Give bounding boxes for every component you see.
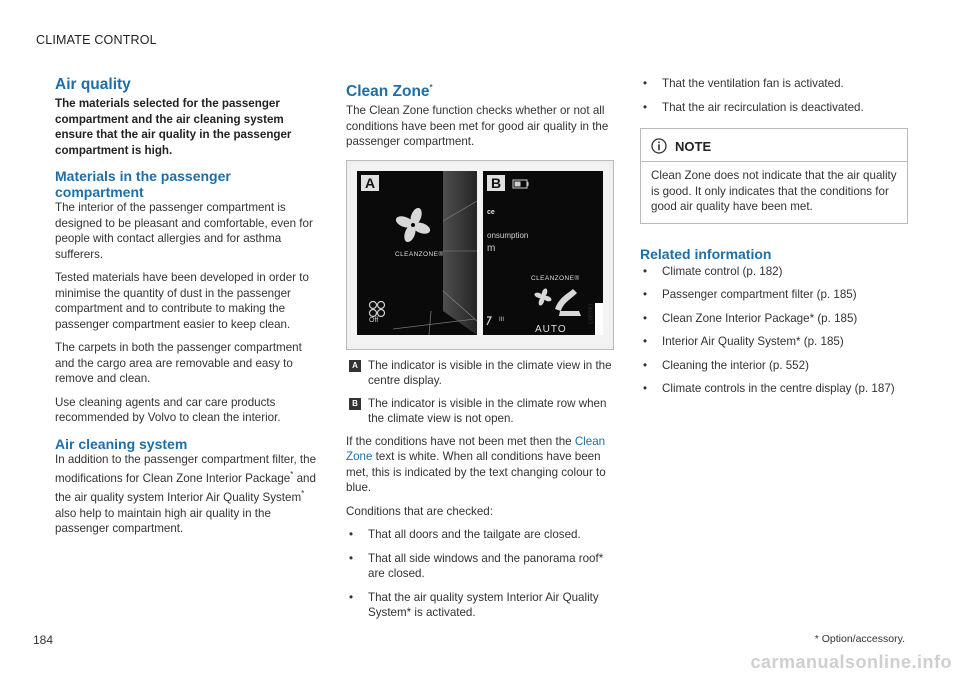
- heading-related-information: Related information: [640, 245, 772, 262]
- legend-a: A The indicator is visible in the climate view in the centre display.: [346, 358, 616, 389]
- intro-clean-zone: The Clean Zone function checks whether or not all conditions have been met for good air quality in the passenger compartment.: [346, 104, 609, 149]
- related-link[interactable]: • Climate controls in the centre display (p. 187): [640, 381, 908, 397]
- legend-badge-b: B: [349, 398, 361, 410]
- display-b: [483, 171, 603, 335]
- related-link[interactable]: • Interior Air Quality System* (p. 185): [640, 334, 908, 350]
- related-link[interactable]: • Passenger compartment filter (p. 185): [640, 287, 908, 303]
- materials-paragraph-1: The interior of the passenger compartment is designed to be pleasant and comfortable, even for people with contact allergies and for asthma sufferers.: [55, 201, 313, 261]
- partial-text-3: m: [487, 242, 496, 254]
- page-number: 184: [33, 633, 54, 647]
- column-continued: [640, 76, 908, 405]
- materials-paragraph-3: The carpets in both the passenger compartment and the cargo area are removable and easy to remove and clean.: [55, 341, 302, 385]
- materials-paragraph-4: Use cleaning agents and car care products recommended by Volvo to clean the interior.: [55, 395, 281, 424]
- off-label: Off: [369, 316, 379, 324]
- legend-badge-a: A: [349, 360, 361, 372]
- option-accessory-note: * Option/accessory.: [814, 633, 905, 645]
- materials-paragraph-2: Tested materials have been developed in order to minimise the quantity of dust in the passenger compartment and to contribute to making the passenger compartment easier to keep clean.: [55, 271, 309, 331]
- partial-text-1: ce: [487, 208, 495, 216]
- illustration-svg: [347, 161, 613, 349]
- list-item: • That all side windows and the panorama roof* are closed.: [346, 551, 616, 582]
- label-a: A: [361, 175, 379, 191]
- heading-materials: Materials in the passenger compartment: [55, 168, 231, 200]
- conditions-intro: Conditions that are checked:: [346, 504, 493, 518]
- column-clean-zone: [346, 79, 616, 629]
- legend-b: B The indicator is visible in the climate row when the climate view is not open.: [346, 396, 616, 427]
- related-link[interactable]: • Climate control (p. 182): [640, 264, 908, 280]
- related-link[interactable]: • Clean Zone Interior Package* (p. 185): [640, 311, 908, 327]
- related-link[interactable]: • Cleaning the interior (p. 552): [640, 358, 908, 374]
- heading-air-quality: Air quality: [55, 76, 131, 93]
- cleanzone-label-a: CLEANZONE®: [395, 250, 444, 258]
- label-b: B: [487, 175, 505, 191]
- list-item: • That the air recirculation is deactivated.: [640, 100, 908, 116]
- heading-clean-zone: Clean Zone*: [346, 83, 433, 101]
- conditions-list-continued: [640, 76, 908, 115]
- info-icon: [651, 138, 667, 154]
- watermark: carmanualsonline.info: [750, 652, 952, 672]
- list-item: • That all doors and the tailgate are closed.: [346, 527, 616, 543]
- air-cleaning-paragraph: In addition to the passenger compartment filter, the modifications for Clean Zone Interior Package* and the air quality system Interior Air Quality System* also help to maintain high air quality in the passenger compartment.: [55, 452, 317, 536]
- clean-zone-illustration: [346, 160, 614, 350]
- column-air-quality: [55, 76, 323, 545]
- list-item: • That the ventilation fan is activated.: [640, 76, 908, 92]
- auto-label: AUTO: [535, 323, 567, 335]
- note-title: NOTE: [675, 138, 712, 154]
- conditions-list: [346, 527, 616, 621]
- note-box: [640, 128, 908, 224]
- intro-air-quality: The materials selected for the passenger compartment and the air cleaning system ensure that the air quality in the passenger compartment is high.: [55, 97, 292, 157]
- note-header: [641, 135, 907, 162]
- cleanzone-label-b: CLEANZONE®: [531, 274, 580, 282]
- list-item: • That the air quality system Interior Air Quality System* is activated.: [346, 590, 616, 621]
- partial-text-2: onsumption: [487, 230, 529, 240]
- image-code: C0E0R3: [588, 303, 595, 325]
- note-text: Clean Zone does not indicate that the air quality is good. It only indicates that the conditions for good air quality have been met.: [651, 169, 897, 213]
- related-list: [640, 264, 908, 397]
- heading-air-cleaning: Air cleaning system: [55, 435, 188, 452]
- section-header: CLIMATE CONTROL: [36, 33, 157, 47]
- clean-zone-colour-paragraph: If the conditions have not been met then the Clean Zone text is white. When all conditions have been met, this is indicated by the text changing colour to blue.: [346, 434, 606, 495]
- bars-label: III: [499, 316, 505, 323]
